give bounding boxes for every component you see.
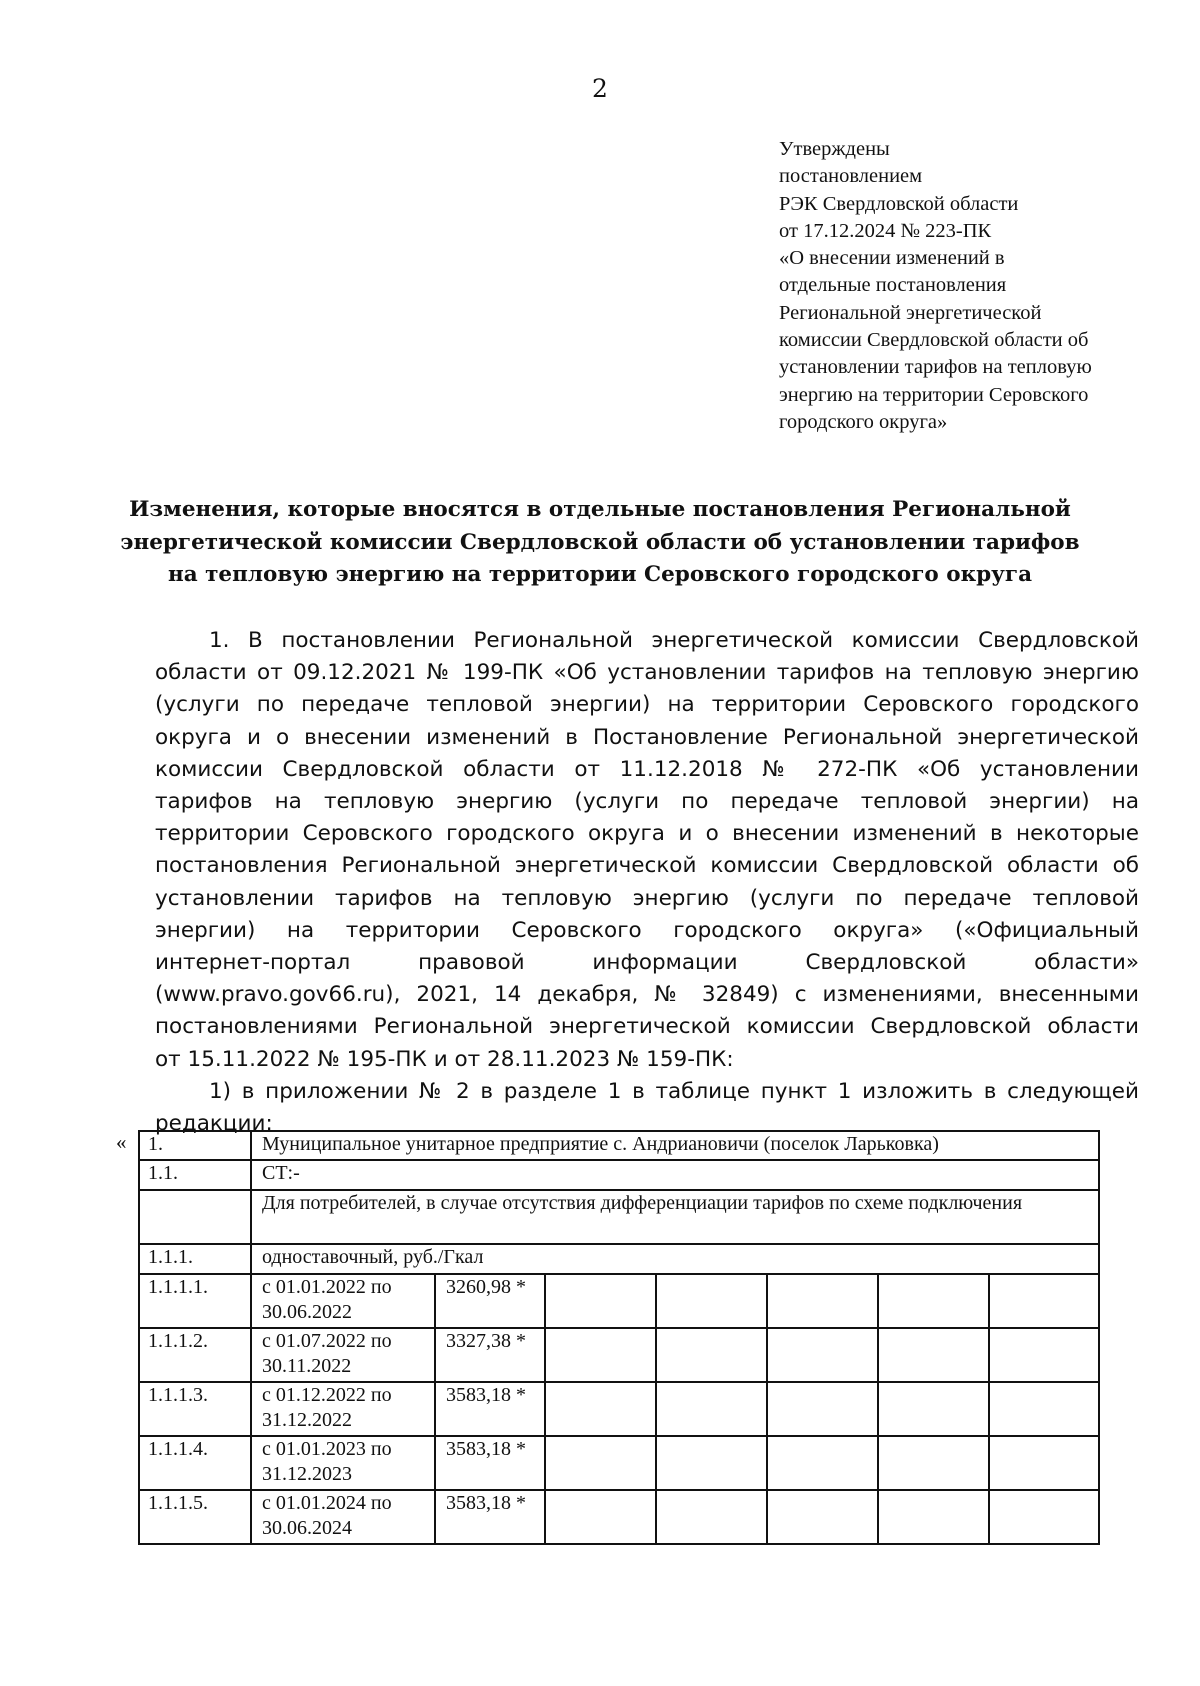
row-number: 1. <box>139 1131 251 1160</box>
empty-cell <box>656 1436 767 1490</box>
table-row <box>139 1244 1099 1274</box>
paragraph-2-line: 1) в приложении № 2 в разделе 1 в таблице пункт 1 изложить в следующей <box>209 1078 1139 1104</box>
document-heading <box>100 494 1100 592</box>
period-cell: с 01.01.2024 по 30.06.2024 <box>251 1490 435 1544</box>
heading-line: энергетической комиссии Свердловской области об установлении тарифов <box>120 529 1080 555</box>
empty-cell <box>989 1436 1099 1490</box>
approval-line: комиссии Свердловской области об <box>779 329 1089 352</box>
tariff-value-cell: 3260,98 * <box>435 1274 545 1328</box>
period-cell: с 01.01.2023 по 31.12.2023 <box>251 1436 435 1490</box>
tariff-type-cell: одноставочный, руб./Гкал <box>251 1244 1099 1274</box>
paragraph-1-line: постановлениями Региональной энергетической комиссии Свердловской области <box>155 1014 1139 1040</box>
empty-cell <box>767 1436 878 1490</box>
table-row <box>139 1436 1099 1490</box>
paragraph-1-line: комиссии Свердловской области от 11.12.2018 № 272-ПК «Об установлении <box>155 756 1139 782</box>
row-number: 1.1. <box>139 1160 251 1190</box>
paragraph-2-line: редакции: <box>155 1111 273 1137</box>
empty-cell <box>767 1328 878 1382</box>
row-number: 1.1.1.2. <box>139 1328 251 1382</box>
consumer-group-cell: Для потребителей, в случае отсутствия дифференциации тарифов по схеме подключения <box>251 1190 1099 1244</box>
empty-cell <box>656 1490 767 1544</box>
tariff-value-cell: 3327,38 * <box>435 1328 545 1382</box>
heading-line: на тепловую энергию на территории Серовского городского округа <box>167 562 1033 587</box>
table-row <box>139 1490 1099 1544</box>
opening-quote-mark: « <box>116 1130 127 1154</box>
row-number: 1.1.1.3. <box>139 1382 251 1436</box>
approval-line: Региональной энергетической <box>779 301 1042 324</box>
tariff-table <box>138 1130 1100 1545</box>
paragraph-1-line: области от 09.12.2021 № 199-ПК «Об установлении тарифов на тепловую энергию <box>155 660 1139 686</box>
paragraph-1-line: интернет-портал правовой информации Свердловской области» <box>155 950 1139 976</box>
empty-cell <box>989 1490 1099 1544</box>
approval-line: постановлением <box>779 165 923 188</box>
empty-cell <box>767 1490 878 1544</box>
table-row <box>139 1190 1099 1244</box>
row-number: 1.1.1.4. <box>139 1436 251 1490</box>
paragraph-1-line: (www.pravo.gov66.ru), 2021, 14 декабря, № 32849) с изменениями, внесенными <box>155 982 1139 1008</box>
empty-cell <box>767 1274 878 1328</box>
approval-line: энергию на территории Серовского <box>779 383 1089 406</box>
document-body <box>155 625 1139 1140</box>
approval-line: отдельные постановления <box>779 274 1007 297</box>
paragraph-1-line: тарифов на тепловую энергию (услуги по передаче тепловой энергии) на <box>155 789 1139 815</box>
tariff-value-cell: 3583,18 * <box>435 1490 545 1544</box>
paragraph-1-line: постановления Региональной энергетической комиссии Свердловской области об <box>155 853 1139 879</box>
empty-cell <box>545 1490 656 1544</box>
heading-line: Изменения, которые вносятся в отдельные постановления Региональной <box>129 497 1071 522</box>
row-number <box>139 1190 251 1244</box>
paragraph-1-line: от 15.11.2022 № 195-ПК и от 28.11.2023 № 159-ПК: <box>155 1046 734 1072</box>
empty-cell <box>878 1328 989 1382</box>
empty-cell <box>545 1274 656 1328</box>
paragraph-1-line: округа и о внесении изменений в Постановление Региональной энергетической <box>155 724 1139 750</box>
period-cell: с 01.01.2022 по 30.06.2022 <box>251 1274 435 1328</box>
approval-line: РЭК Свердловской области <box>779 192 1019 215</box>
empty-cell <box>656 1328 767 1382</box>
empty-cell <box>878 1436 989 1490</box>
row-number: 1.1.1.1. <box>139 1274 251 1328</box>
paragraph-1-line: (услуги по передаче тепловой энергии) на территории Серовского городского <box>155 692 1139 718</box>
approval-line: от 17.12.2024 № 223-ПК <box>779 219 992 242</box>
empty-cell <box>767 1382 878 1436</box>
approval-line: Утверждены <box>779 138 890 160</box>
paragraph-1-line: установлении тарифов на тепловую энергию (услуги по передаче тепловой <box>155 885 1139 911</box>
empty-cell <box>878 1490 989 1544</box>
paragraph-1-line: энергии) на территории Серовского городского округа» («Официальный <box>155 917 1139 943</box>
empty-cell <box>878 1382 989 1436</box>
period-cell: с 01.12.2022 по 31.12.2022 <box>251 1382 435 1436</box>
table-row <box>139 1328 1099 1382</box>
empty-cell <box>989 1274 1099 1328</box>
row-number: 1.1.1. <box>139 1244 251 1274</box>
table-row <box>139 1131 1099 1160</box>
empty-cell <box>656 1274 767 1328</box>
page-number: 2 <box>592 74 608 103</box>
tariff-system-cell: СТ:- <box>251 1160 1099 1190</box>
empty-cell <box>989 1382 1099 1436</box>
paragraph-1-line: территории Серовского городского округа и о внесении изменений в некоторые <box>155 821 1139 847</box>
empty-cell <box>545 1382 656 1436</box>
empty-cell <box>545 1328 656 1382</box>
approval-line: «О внесении изменений в <box>779 247 1005 270</box>
tariff-value-cell: 3583,18 * <box>435 1382 545 1436</box>
empty-cell <box>989 1328 1099 1382</box>
organization-name: Муниципальное унитарное предприятие с. Андриановичи (поселок Ларьковка) <box>251 1131 1099 1160</box>
empty-cell <box>656 1382 767 1436</box>
table-row <box>139 1382 1099 1436</box>
table-row <box>139 1160 1099 1190</box>
empty-cell <box>545 1436 656 1490</box>
table-row <box>139 1274 1099 1328</box>
approval-line: установлении тарифов на тепловую <box>779 356 1092 379</box>
row-number: 1.1.1.5. <box>139 1490 251 1544</box>
paragraph-1-line: 1. В постановлении Региональной энергетической комиссии Свердловской <box>209 628 1139 653</box>
approval-block <box>779 136 1179 436</box>
period-cell: с 01.07.2022 по 30.11.2022 <box>251 1328 435 1382</box>
approval-line: городского округа» <box>779 410 948 433</box>
tariff-value-cell: 3583,18 * <box>435 1436 545 1490</box>
empty-cell <box>878 1274 989 1328</box>
